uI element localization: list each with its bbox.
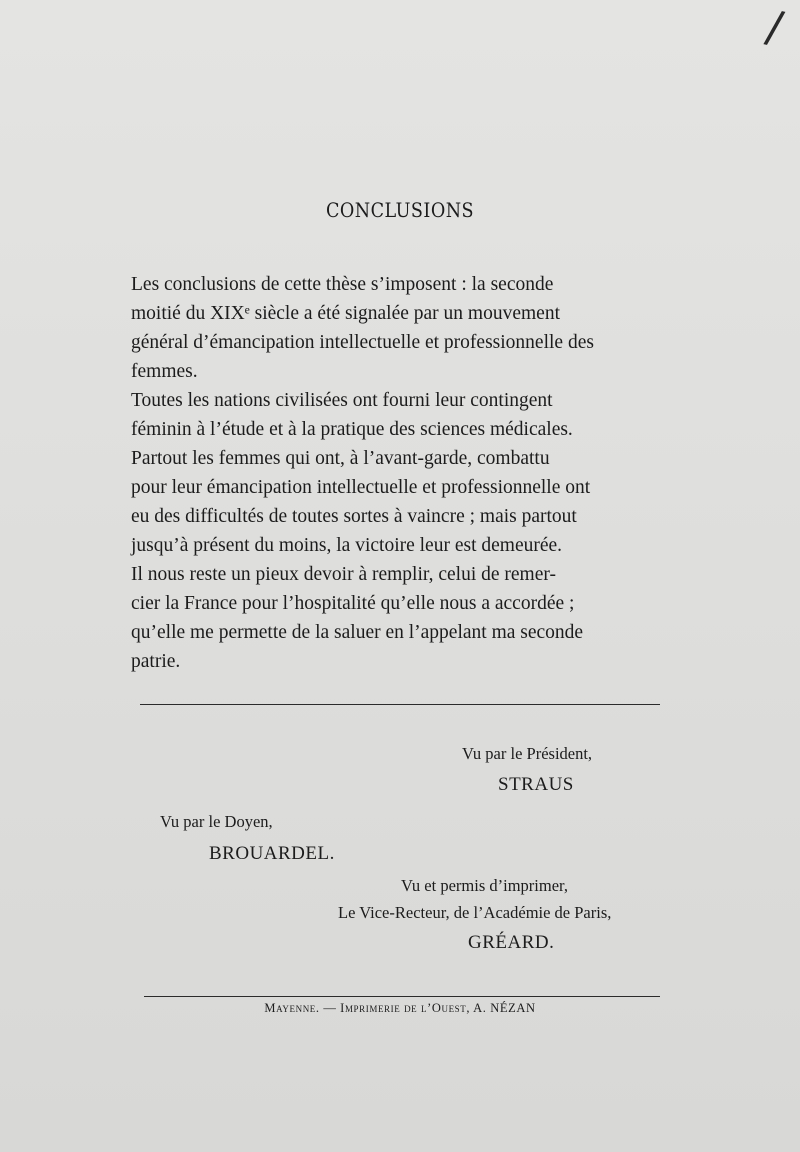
recteur-label: Le Vice-Recteur, de l’Académie de Paris, [338,903,612,922]
paragraph-3-line-2: pour leur émancipation intellectuelle et professionnelle ont [131,477,591,498]
paragraph-1 [131,270,682,386]
paragraph-2-line-1: Toutes les nations civilisées ont fourni leur contingent [131,390,553,411]
conclusions-body [131,270,682,676]
paragraph-3-line-4: jusqu’à présent du moins, la victoire leur est demeurée. [131,535,563,556]
permis-label: Vu et permis d’imprimer, [401,876,568,895]
paragraph-4-line-3: qu’elle me permette de la saluer en l’appelant ma seconde [131,622,584,643]
paragraph-1-line-3: général d’émancipation intellectuelle et professionnelle des [131,332,594,353]
president-name: STRAUS [498,774,574,795]
paragraph-3-line-3: eu des difficultés de toutes sortes à vaincre ; mais partout [131,506,577,527]
paragraph-3 [131,444,682,560]
paragraph-1-line-4: femmes. [131,361,198,382]
paragraph-4-line-1: Il nous reste un pieux devoir à remplir, celui de remer- [131,564,556,585]
pencil-check-mark: / [762,1,788,54]
section-divider [140,704,660,705]
paragraph-4-line-2: cier la France pour l’hospitalité qu’elle nous a accordée ; [131,593,575,614]
recteur-name: GRÉARD. [468,932,555,953]
page-title: CONCLUSIONS [325,198,475,222]
doyen-label: Vu par le Doyen, [160,812,273,831]
paragraph-1-line-1: Les conclusions de cette thèse s’imposent : la seconde [131,274,554,295]
printer-imprint: Mayenne. — Imprimerie de l’Ouest, A. NÉZAN [264,1001,536,1015]
president-label: Vu par le Président, [462,744,593,763]
paragraph-4-line-4: patrie. [131,651,181,672]
paragraph-2 [131,386,682,444]
doyen-name: BROUARDEL. [209,843,335,864]
paragraph-2-line-2: féminin à l’étude et à la pratique des sciences médicales. [131,419,573,440]
paragraph-3-line-1: Partout les femmes qui ont, à l’avant-garde, combattu [131,448,550,469]
paragraph-4 [131,560,682,676]
footer-rule [144,996,660,997]
paragraph-1-line-2: moitié du XIXᵉ siècle a été signalée par un mouvement [131,303,560,324]
